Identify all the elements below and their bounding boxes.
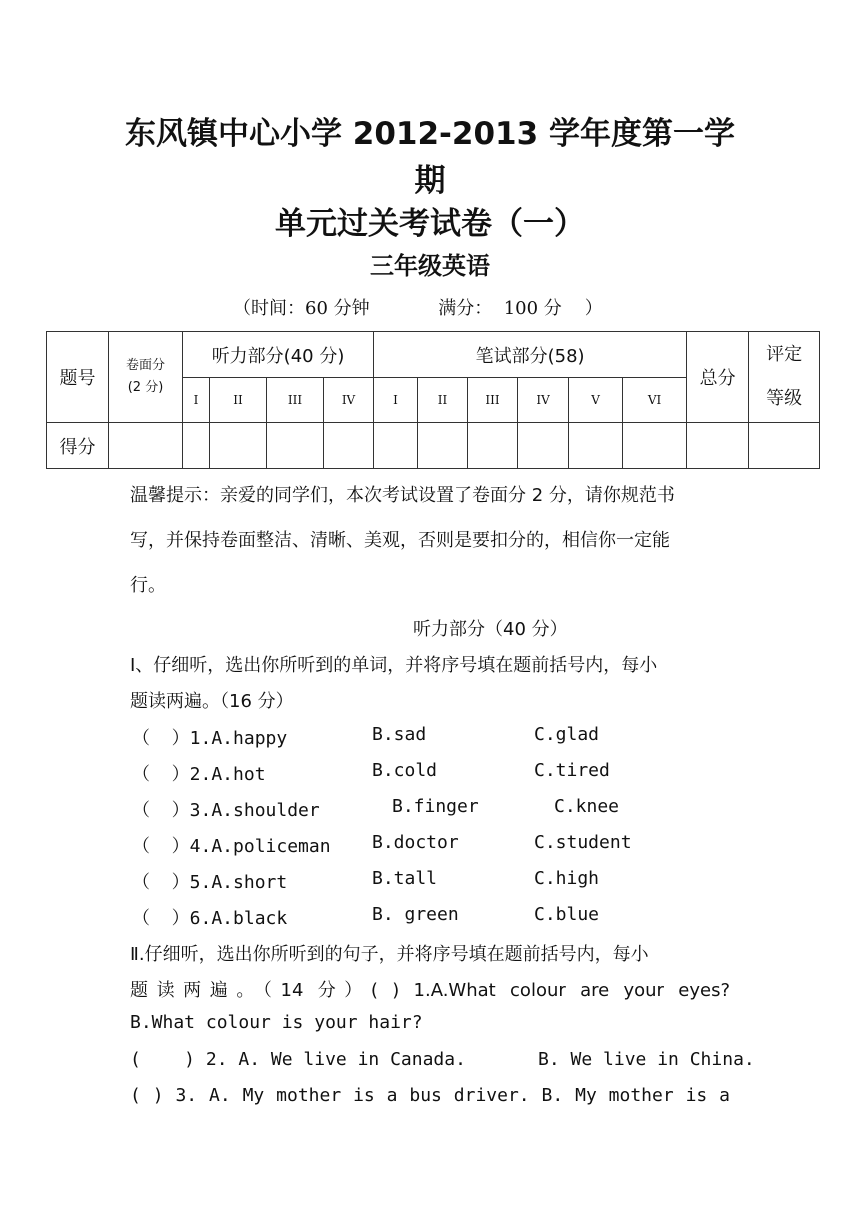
exam-title-line3: 单元过关考试卷（一）: [275, 206, 585, 242]
rating-label-2: 等级: [766, 388, 803, 409]
written-part-cell: V: [569, 378, 623, 423]
score-cell[interactable]: [468, 423, 518, 469]
s2-item-2-b: B. We live in China.: [538, 1049, 755, 1070]
score-table: [46, 331, 820, 469]
neatness-points: (2 分): [127, 380, 164, 395]
exam-subtitle: 三年级英语: [370, 252, 490, 280]
written-part-cell: IV: [518, 378, 569, 423]
listening-part-cell: II: [210, 378, 267, 423]
score-cell[interactable]: [418, 423, 468, 469]
s1-item-4-c: C.student: [534, 832, 632, 853]
score-cell[interactable]: [183, 423, 210, 469]
s1-item-6-b: B. green: [372, 904, 459, 925]
listening-part-cell: I: [183, 378, 210, 423]
section1-instruction-line2: 题读两遍。（16 分）: [130, 691, 294, 712]
s1-item-4: （ ）4.A.policeman: [132, 836, 331, 857]
rating-label-1: 评定: [766, 344, 803, 365]
score-cell[interactable]: [267, 423, 324, 469]
s1-item-1-b: B.sad: [372, 724, 427, 745]
score-cell[interactable]: [687, 423, 749, 469]
score-cell[interactable]: [109, 423, 183, 469]
s1-item-2: （ ）2.A.hot: [132, 764, 266, 785]
listening-heading: 听力部分（40 分）: [413, 619, 568, 640]
s1-item-5-c: C.high: [534, 868, 600, 889]
header-question-number: 题号: [47, 332, 109, 423]
notice-line-1: 温馨提示：亲爱的同学们，本次考试设置了卷面分 2 分，请你规范书: [130, 485, 675, 506]
s1-item-6: （ ）6.A.black: [132, 908, 288, 929]
s1-item-2-b: B.cold: [372, 760, 438, 781]
exam-title-line1: 东风镇中心小学 2012-2013 学年度第一学: [124, 116, 735, 152]
header-rating: [749, 332, 820, 423]
s1-item-2-c: C.tired: [534, 760, 610, 781]
notice-line-3: 行。: [130, 575, 166, 596]
s1-item-4-b: B.doctor: [372, 832, 459, 853]
header-listening: 听力部分(40 分): [183, 332, 374, 378]
score-cell[interactable]: [569, 423, 623, 469]
s2-item-3: ( ) 3. A. My mother is a bus driver. B. My mother is a: [130, 1085, 730, 1106]
header-total: 总分: [687, 332, 749, 423]
s1-item-5: （ ）5.A.short: [132, 872, 288, 893]
s1-item-3-c: C.knee: [554, 796, 620, 817]
section2-instruction-line2: 题读两遍。（14 分）( ) 1.A.What colour are your eyes?: [130, 980, 730, 1001]
listening-part-cell: IV: [324, 378, 374, 423]
time-and-score-info: （时间：60 分钟 满分： 100 分 ）: [233, 298, 603, 319]
section2-instruction-line1: Ⅱ.仔细听，选出你所听到的句子，并将序号填在题前括号内，每小: [130, 944, 649, 965]
written-part-cell: VI: [623, 378, 687, 423]
section1-instruction-line1: Ⅰ、仔细听，选出你所听到的单词，并将序号填在题前括号内，每小: [130, 655, 658, 676]
s1-item-1-c: C.glad: [534, 724, 600, 745]
s1-item-6-c: C.blue: [534, 904, 600, 925]
s1-item-3: （ ）3.A.shoulder: [132, 800, 320, 821]
neatness-label: 卷面分: [125, 358, 165, 373]
score-cell[interactable]: [210, 423, 267, 469]
s2-item-2-a: ( ) 2. A. We live in Canada.: [130, 1049, 466, 1070]
notice-line-2: 写，并保持卷面整洁、清晰、美观，否则是要扣分的，相信你一定能: [130, 530, 670, 551]
score-cell[interactable]: [623, 423, 687, 469]
written-part-cell: II: [418, 378, 468, 423]
written-part-cell: III: [468, 378, 518, 423]
score-cell[interactable]: [518, 423, 569, 469]
s2-line3: B.What colour is your hair?: [130, 1012, 423, 1033]
exam-title-line2: 期: [414, 163, 446, 199]
s1-item-5-b: B.tall: [372, 868, 438, 889]
header-neatness: [109, 332, 183, 423]
score-cell[interactable]: [749, 423, 820, 469]
row-score-label: 得分: [47, 423, 109, 469]
score-cell[interactable]: [324, 423, 374, 469]
score-cell[interactable]: [374, 423, 418, 469]
listening-part-cell: III: [267, 378, 324, 423]
written-part-cell: I: [374, 378, 418, 423]
header-written: 笔试部分(58): [374, 332, 687, 378]
s1-item-3-b: B.finger: [392, 796, 479, 817]
s1-item-1: （ ）1.A.happy: [132, 728, 288, 749]
